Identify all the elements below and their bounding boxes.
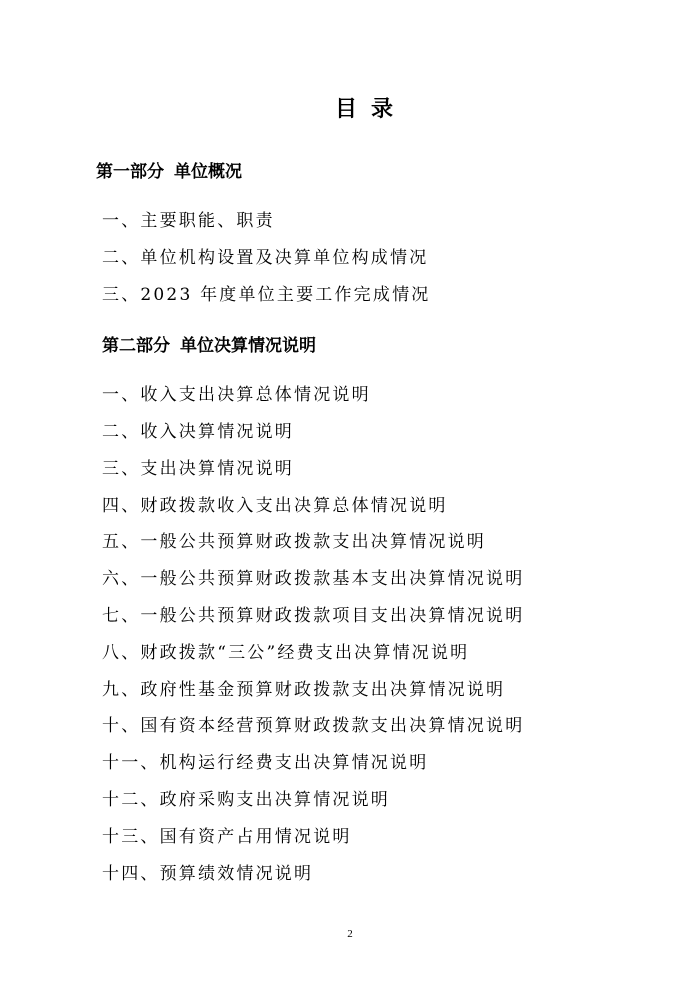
toc-item[interactable]: 五、一般公共预算财政拨款支出决算情况说明 <box>102 532 486 552</box>
section-heading-part1 <box>96 157 242 182</box>
toc-item[interactable]: 十三、国有资产占用情况说明 <box>102 827 352 847</box>
part2-label: 第二部分 <box>102 336 170 356</box>
part2-heading: 单位决算情况说明 <box>180 336 316 356</box>
toc-item[interactable]: 十一、机构运行经费支出决算情况说明 <box>102 753 429 773</box>
toc-item[interactable]: 一、主要职能、职责 <box>102 211 275 231</box>
toc-item[interactable]: 七、一般公共预算财政拨款项目支出决算情况说明 <box>102 606 525 626</box>
toc-item[interactable]: 二、单位机构设置及决算单位构成情况 <box>102 248 429 268</box>
part1-heading: 单位概况 <box>174 162 242 182</box>
toc-item[interactable]: 六、一般公共预算财政拨款基本支出决算情况说明 <box>102 569 525 589</box>
page-title: 目录 <box>334 97 407 122</box>
toc-item[interactable]: 二、收入决算情况说明 <box>102 422 294 442</box>
page-number: 2 <box>347 928 353 940</box>
toc-item[interactable]: 三、支出决算情况说明 <box>102 459 294 479</box>
toc-item[interactable]: 十、国有资本经营预算财政拨款支出决算情况说明 <box>102 716 525 736</box>
toc-item[interactable]: 八、财政拨款“三公”经费支出决算情况说明 <box>102 643 470 663</box>
toc-item[interactable]: 三、2023 年度单位主要工作完成情况 <box>102 285 431 305</box>
toc-item[interactable]: 四、财政拨款收入支出决算总体情况说明 <box>102 496 448 516</box>
toc-item[interactable]: 十二、政府采购支出决算情况说明 <box>102 790 390 810</box>
section-heading-part2 <box>102 331 316 356</box>
part1-label: 第一部分 <box>96 162 164 182</box>
toc-item[interactable]: 一、收入支出决算总体情况说明 <box>102 385 371 405</box>
toc-item[interactable]: 九、政府性基金预算财政拨款支出决算情况说明 <box>102 680 506 700</box>
toc-item[interactable]: 十四、预算绩效情况说明 <box>102 864 314 884</box>
